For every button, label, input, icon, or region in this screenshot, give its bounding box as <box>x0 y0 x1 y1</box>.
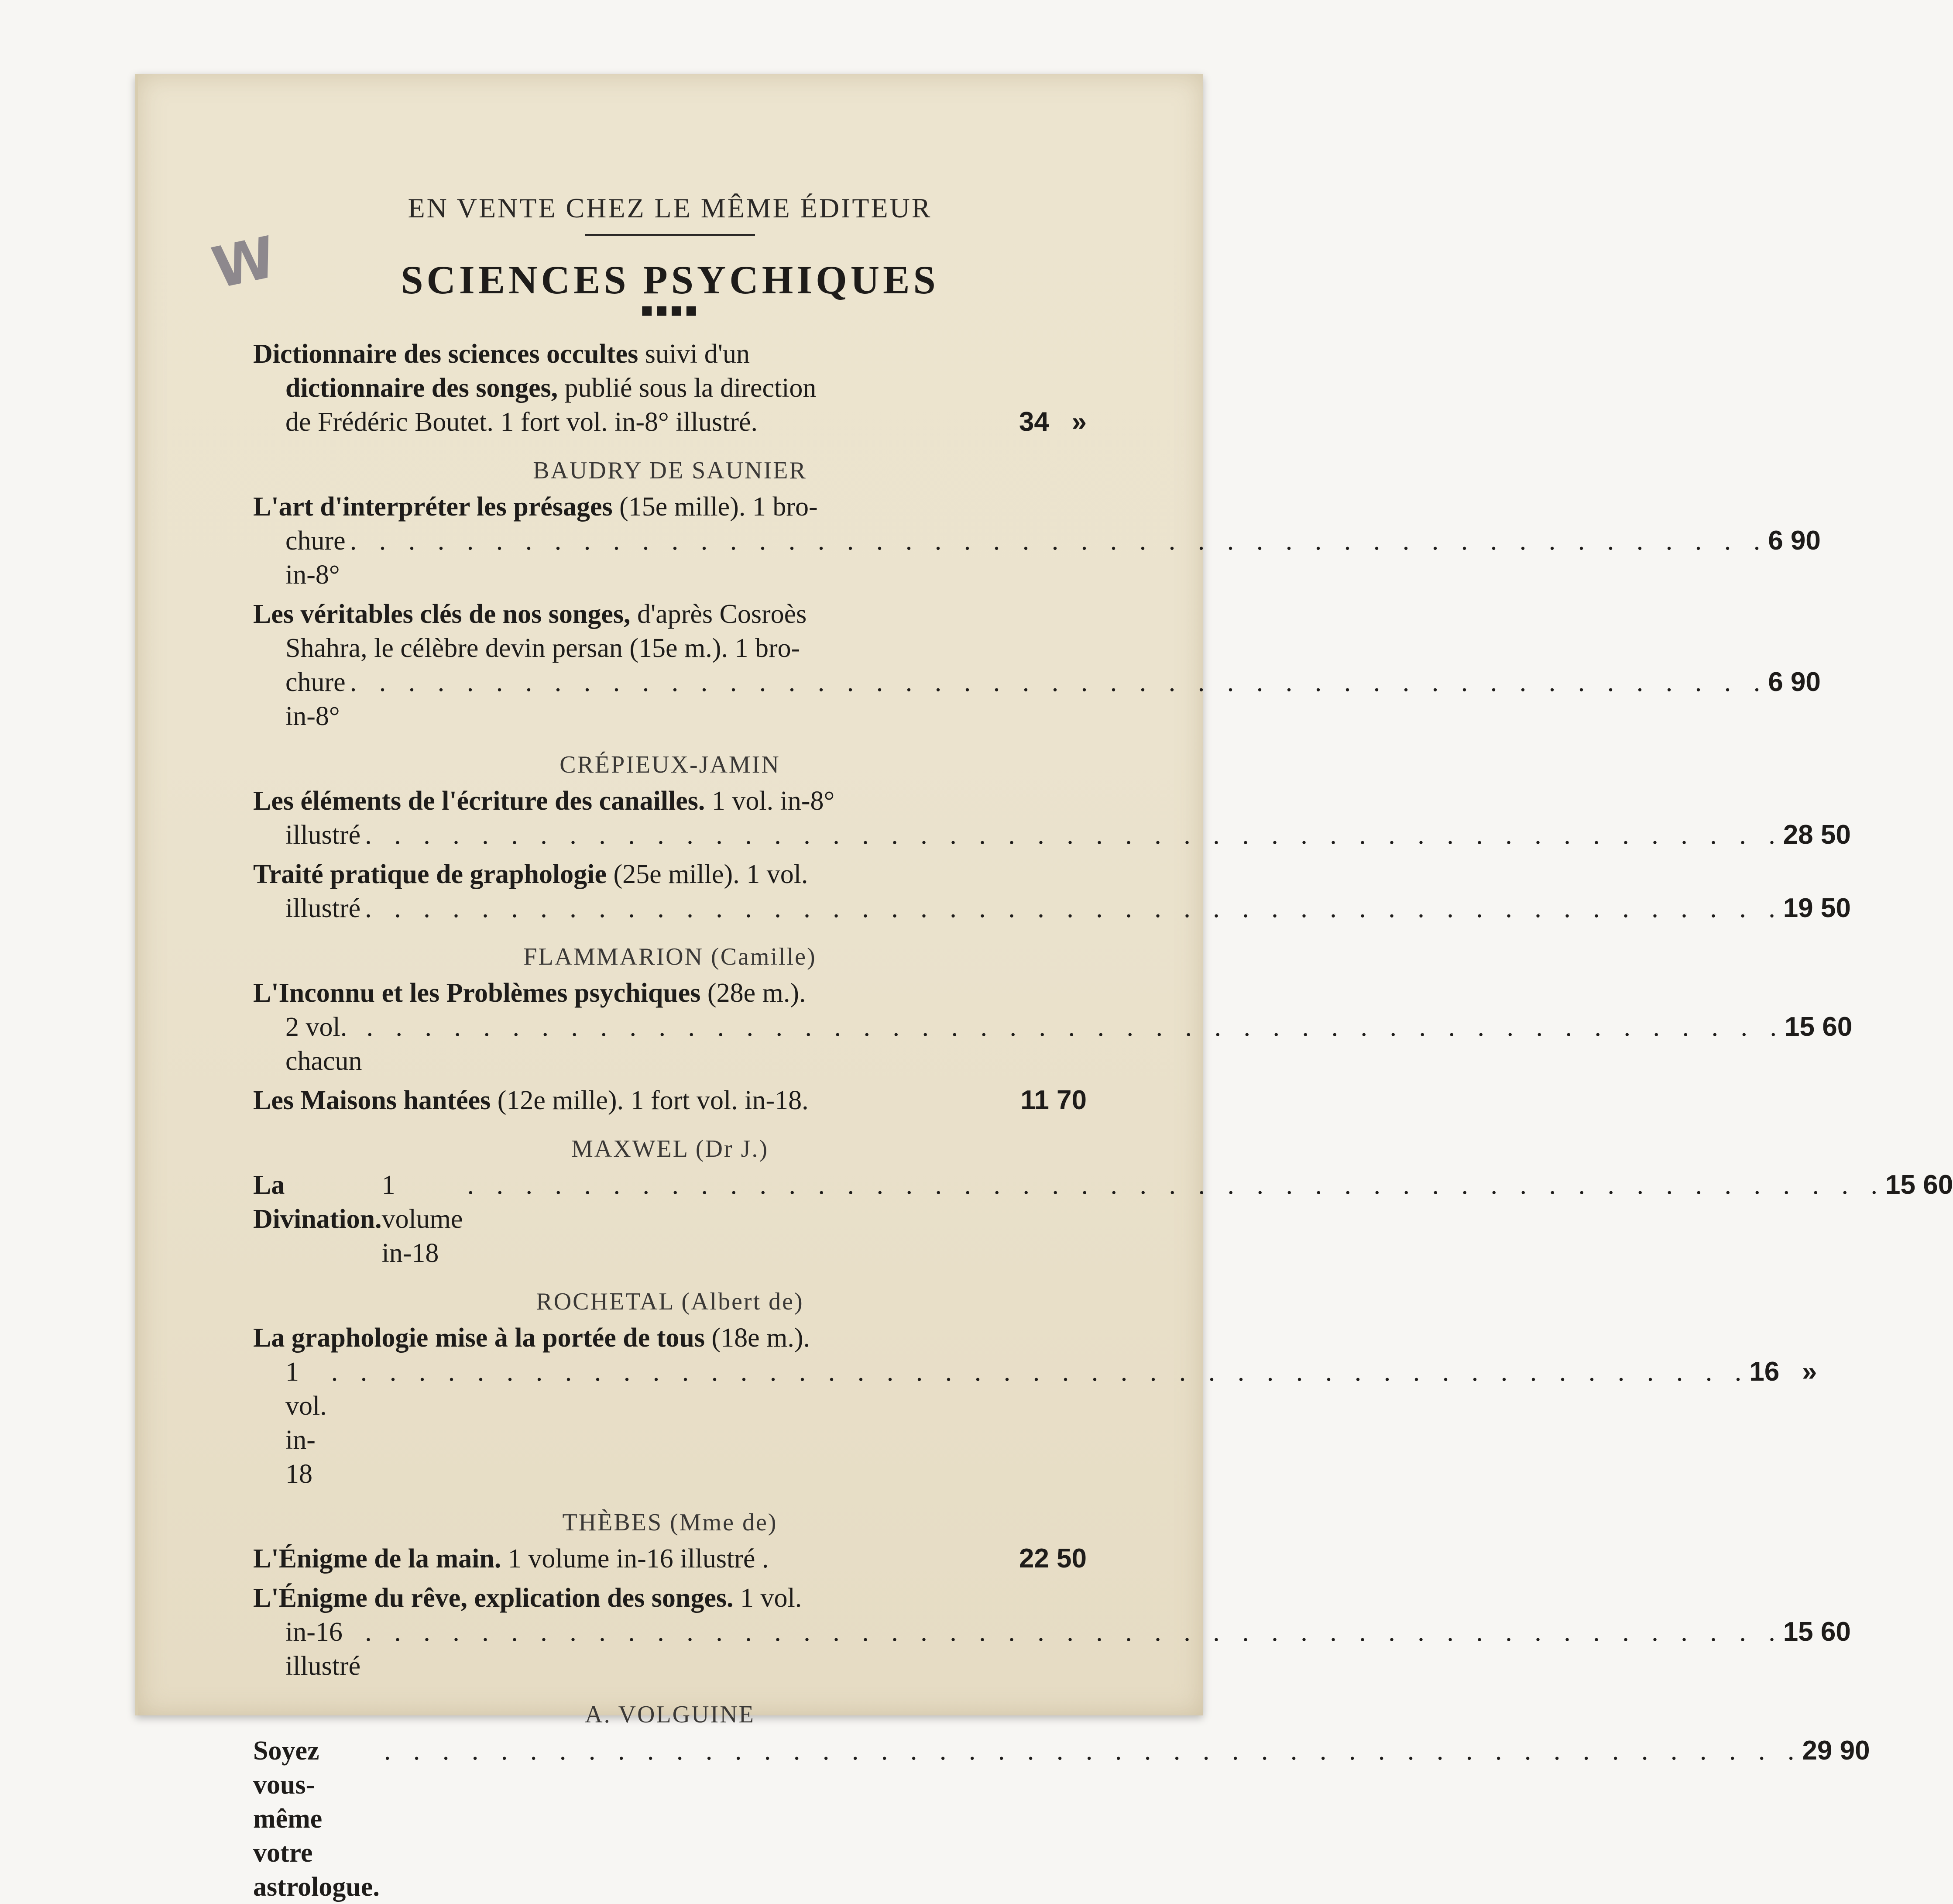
entry-line <box>253 1168 1953 1270</box>
entry-text: in-16 illustré <box>285 1617 361 1681</box>
entry-line <box>253 1581 1087 1615</box>
entry-line <box>253 337 1087 371</box>
leader-dots: . . . . . . . . . . . . . . . . . . . . . . . . . . . . . . . . . . . . . . . . . . . . . . . . . <box>365 1617 1783 1647</box>
entry-text: (12e mille). 1 fort vol. in-18. <box>491 1086 809 1115</box>
entry-title: Soyez vous-même votre astrologue. <box>253 1736 380 1902</box>
entry-line <box>253 891 1851 925</box>
author-heading: MAXWEL (Dr J.) <box>571 1135 769 1162</box>
author-heading: ROCHETAL (Albert de) <box>536 1288 804 1315</box>
entry-text: 1 volume in-18 <box>381 1170 463 1268</box>
entry-line <box>253 665 1821 733</box>
ornament: ▪▪▪▪ <box>640 299 700 321</box>
entry-title: La graphologie mise à la portée de tous <box>253 1323 705 1353</box>
entry-title: Dictionnaire des sciences occultes <box>253 339 638 369</box>
entry-title: L'Énigme de la main. <box>253 1544 501 1574</box>
entry-text: de Frédéric Boutet. 1 fort vol. in-8° illustré. <box>285 407 758 437</box>
entry-text: (25e mille). 1 vol. <box>606 859 808 889</box>
catalogue-entry <box>253 1083 1087 1117</box>
entry-text: illustré <box>285 820 361 850</box>
entry-line <box>253 818 1851 852</box>
entry-text: chure in-8° <box>285 667 346 731</box>
catalogue-page <box>253 192 1953 1904</box>
entry-line <box>253 857 1087 891</box>
catalogue-entry <box>253 597 1821 733</box>
section-title: SCIENCES PSYCHIQUES <box>401 258 939 302</box>
author-heading: BAUDRY DE SAUNIER <box>533 457 807 484</box>
entry-text: Shahra, le célèbre devin persan (15e m.). 1 bro- <box>285 633 800 663</box>
catalogue-entry <box>253 857 1851 925</box>
entry-line <box>253 405 1087 439</box>
author-heading: A. VOLGUINE <box>585 1701 755 1728</box>
leader-dots: . . . . . . . . . . . . . . . . . . . . . . . . . . . . . . . . . . . . . . . . . . . . . . . . . <box>365 894 1783 923</box>
entry-text: 2 vol. chacun <box>285 1012 362 1076</box>
leader-dots: . . . . . . . . . . . . . . . . . . . . . . . . . . . . . . . . . . . . . . . . . . . . . . . . . <box>467 1170 1886 1200</box>
entry-title: Les Maisons hantées <box>253 1086 491 1115</box>
leader-dots: . . . . . . . . . . . . . . . . . . . . . . . . . . . . . . . . . . . . . . . . . . . . . . . . . <box>331 1357 1750 1387</box>
ink-stamp-mark: W <box>206 223 282 302</box>
entry-line <box>253 1355 1817 1491</box>
catalogue-entry <box>253 784 1851 852</box>
entry-title: Traité pratique de graphologie <box>253 859 607 889</box>
entry-line <box>253 1010 1853 1078</box>
entry-title: dictionnaire des songes, <box>285 373 558 403</box>
entry-line <box>253 524 1821 592</box>
entry-line <box>253 784 1087 818</box>
entry-line <box>253 1083 1087 1117</box>
entry-line <box>253 1542 1087 1576</box>
divider-rule <box>585 234 755 236</box>
catalogue-entry <box>253 1581 1851 1683</box>
catalogue-entry <box>253 1168 1953 1270</box>
entry-price: 28 50 <box>1783 820 1851 850</box>
leader-dots: . . . . . . . . . . . . . . . . . . . . . . . . . . . . . . . . . . . . . . . . . . . . . . . . . <box>350 526 1768 556</box>
entry-text: publié sous la direction <box>558 373 817 403</box>
author-heading: THÈBES (Mme de) <box>562 1509 778 1536</box>
entry-line <box>253 1615 1851 1683</box>
author-heading: CRÉPIEUX-JAMIN <box>559 751 780 778</box>
entry-title: L'Énigme du rêve, explication des songes. <box>253 1583 734 1613</box>
catalogue-entry <box>253 1542 1087 1576</box>
entry-text: suivi d'un <box>638 339 750 369</box>
entry-text: (28e m.). <box>700 978 806 1008</box>
catalogue-entry <box>253 1321 1817 1491</box>
catalogue-entry <box>253 976 1853 1078</box>
entry-text: illustré <box>285 894 361 923</box>
entry-text: (15e mille). 1 bro- <box>612 492 818 522</box>
entry-price: 34 » <box>1019 407 1087 437</box>
entry-price: 19 50 <box>1783 893 1851 923</box>
entry-text: (18e m.). <box>705 1323 810 1353</box>
leader-dots: . . . . . . . . . . . . . . . . . . . . . . . . . . . . . . . . . . . . . . . . . . . . . . . . . <box>384 1736 1802 1766</box>
entry-title: La Divination. <box>253 1170 382 1234</box>
entry-price: 29 90 <box>1802 1736 1870 1766</box>
entry-title: Les véritables clés de nos songes, <box>253 599 631 629</box>
entry-text: 1 vol. in-8° <box>705 786 835 816</box>
entry-line <box>253 976 1087 1010</box>
entry-price: 6 90 <box>1768 526 1821 556</box>
entry-price: 15 60 <box>1785 1012 1853 1042</box>
entry-price: 15 60 <box>1885 1170 1953 1200</box>
entry-line <box>253 631 1087 665</box>
entry-price: 11 70 <box>1020 1085 1087 1115</box>
catalogue-entry <box>253 1734 1870 1904</box>
entry-line <box>253 597 1087 631</box>
entry-line <box>253 490 1087 524</box>
leader-dots: . . . . . . . . . . . . . . . . . . . . . . . . . . . . . . . . . . . . . . . . . . . . . . . . . <box>365 820 1783 850</box>
entry-text: 1 volume in-16 illustré . <box>501 1544 769 1574</box>
catalogue-entry <box>253 337 1087 439</box>
catalogue-entry <box>253 490 1821 592</box>
entry-text: 1 vol. <box>733 1583 802 1613</box>
entry-price: 16 » <box>1749 1357 1817 1387</box>
entry-price: 15 60 <box>1783 1617 1851 1647</box>
entry-line <box>253 371 1087 405</box>
entry-text: 1 vol. in-18 <box>285 1357 327 1489</box>
entry-title: L'Inconnu et les Problèmes psychiques <box>253 978 701 1008</box>
entry-price: 22 50 <box>1019 1543 1087 1574</box>
entry-text: chure in-8° <box>285 526 346 590</box>
author-heading: FLAMMARION (Camille) <box>523 943 817 970</box>
entry-line <box>253 1734 1870 1904</box>
entry-price: 6 90 <box>1768 667 1821 697</box>
entry-title: Les éléments de l'écriture des canailles. <box>253 786 705 816</box>
leader-dots: . . . . . . . . . . . . . . . . . . . . . . . . . . . . . . . . . . . . . . . . . . . . . . . . . <box>366 1012 1785 1042</box>
entry-text: d'après Cosroès <box>630 599 807 629</box>
leader-dots: . . . . . . . . . . . . . . . . . . . . . . . . . . . . . . . . . . . . . . . . . . . . . . . . . <box>350 667 1768 697</box>
entry-title: L'art d'interpréter les présages <box>253 492 613 522</box>
publisher-line: EN VENTE CHEZ LE MÊME ÉDITEUR <box>408 192 932 223</box>
entry-line <box>253 1321 1087 1355</box>
